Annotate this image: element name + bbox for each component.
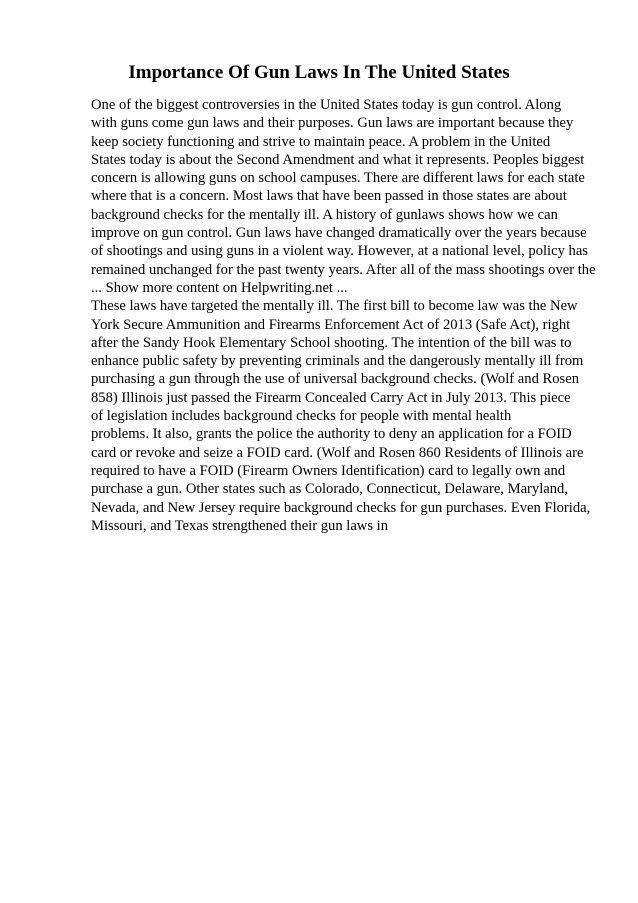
text-line: where that is a concern. Most laws that have been passed in those states are about	[91, 188, 567, 205]
show-more-link[interactable]: ... Show more content on Helpwriting.net ...	[91, 279, 348, 296]
text-line: purchasing a gun through the use of universal background checks. (Wolf and Rosen	[91, 371, 579, 388]
text-line: improve on gun control. Gun laws have changed dramatically over the years because	[91, 225, 587, 242]
text-line: after the Sandy Hook Elementary School shooting. The intention of the bill was to	[91, 334, 572, 351]
text-line: of shootings and using guns in a violent way. However, at a national level, policy has	[91, 243, 588, 260]
document-title: Importance Of Gun Laws In The United States	[128, 62, 510, 83]
document-body	[91, 96, 611, 535]
text-line: Missouri, and Texas strengthened their gun laws in	[91, 517, 389, 534]
text-line: with guns come gun laws and their purposes. Gun laws are important because they	[91, 115, 574, 132]
text-line: enhance public safety by preventing criminals and the dangerously mentally ill from	[91, 353, 584, 370]
text-line: required to have a FOID (Firearm Owners Identification) card to legally own and	[91, 462, 566, 479]
text-line: York Secure Ammunition and Firearms Enforcement Act of 2013 (Safe Act), right	[91, 316, 571, 333]
text-line: concern is allowing guns on school campuses. There are different laws for each state	[91, 170, 585, 187]
text-line: purchase a gun. Other states such as Colorado, Connecticut, Delaware, Maryland,	[91, 481, 568, 498]
text-line: background checks for the mentally ill. A history of gunlaws shows how we can	[91, 206, 558, 223]
text-line: of legislation includes background checks for people with mental health	[91, 408, 512, 425]
text-line: 858) Illinois just passed the Firearm Concealed Carry Act in July 2013. This piece	[91, 389, 571, 406]
text-line: These laws have targeted the mentally ill. The first bill to become law was the New	[91, 298, 578, 315]
text-line: States today is about the Second Amendment and what it represents. Peoples biggest	[91, 151, 585, 168]
text-line: remained unchanged for the past twenty years. After all of the mass shootings over the	[91, 261, 596, 278]
text-line: Nevada, and New Jersey require background checks for gun purchases. Even Florida,	[91, 499, 591, 516]
text-line: One of the biggest controversies in the United States today is gun control. Along	[91, 97, 562, 113]
text-line: keep society functioning and strive to maintain peace. A problem in the United	[91, 133, 551, 150]
text-line: problems. It also, grants the police the authority to deny an application for a FOID	[91, 426, 572, 443]
text-line: card or revoke and seize a FOID card. (Wolf and Rosen 860 Residents of Illinois are	[91, 444, 584, 461]
